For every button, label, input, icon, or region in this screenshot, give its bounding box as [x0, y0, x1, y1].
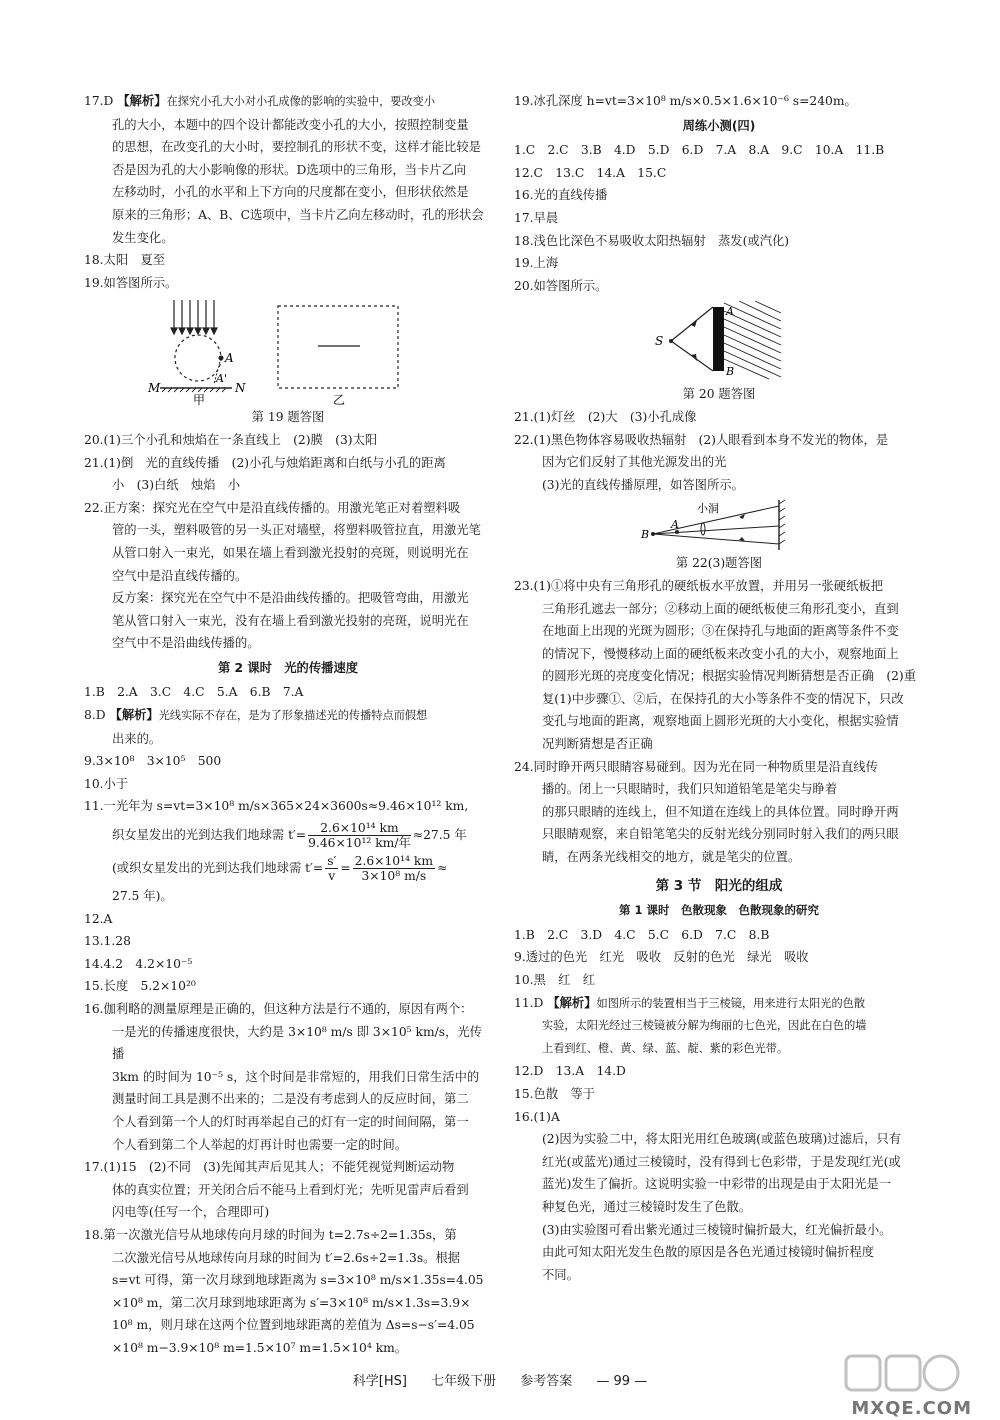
answer-line: 小 (3)白纸 烛焰 小: [112, 478, 241, 493]
answer-line: 10.小于: [84, 776, 129, 791]
ray-lower: [653, 534, 779, 544]
hole: [701, 523, 705, 535]
answer-block-20-22: [84, 429, 492, 655]
answer-line: 孔的大小，本题中的四个设计都能改变小孔的大小，按照控制变量: [112, 117, 469, 132]
answer-line: 1.B 2.C 3.D 4.C 5.C 6.D 7.C 8.B: [514, 927, 770, 942]
answer-line: 一是光的传播速度很快，大约是 3×10⁸ m/s 即 3×10⁵ km/s，光传播: [112, 1024, 482, 1062]
answer-line: 复(1)中步骤①、②后，在保持孔的大小等条件不变的情况下，只改: [542, 691, 904, 706]
answer-line: 否是因为孔的大小影响像的形状。D选项中的三角形，当卡片乙向: [112, 162, 467, 177]
answer-block-21-22: [514, 406, 924, 496]
watermark-text: MXQE.COM: [851, 1398, 972, 1419]
answer-line: 17.早晨: [514, 210, 559, 225]
answer-line: 只眼睛观察，来自铅笔笔尖的反射光线分别同时射入我们的两只眼: [542, 827, 899, 842]
label-b: B: [726, 365, 735, 379]
answer-block-lesson2-1-11: [84, 681, 492, 818]
answer-line: 种复色光，通过三棱镜时发生了色散。: [542, 1199, 752, 1214]
answer-line: 10⁸ m，则月球在这两个位置到地球距离的差值为 Δs=s−s′=4.05: [112, 1318, 475, 1333]
answer-line: 19.冰孔深度 h=vt=3×10⁸ m/s×0.5×1.6×10⁻⁶ s=240m。: [514, 94, 857, 108]
answer-line: 24.同时睁开两只眼睛容易碰到。因为光在同一种物质里是沿直线传: [514, 759, 878, 774]
footer-page-number: — 99 —: [596, 1374, 648, 1389]
answer-line: 9.3×10⁸ 3×10⁵ 500: [84, 754, 222, 769]
dashed-rectangle: [278, 306, 398, 388]
answer-line: 1.C 2.C 3.B 4.D 5.D 6.D 7.A 8.A 9.C 10.A 11.B: [514, 143, 885, 158]
analysis-tag: 【解析】: [117, 94, 167, 108]
answer-block-19: [514, 90, 924, 113]
answer-line: 从管口射入一束光，如果在墙上看到激光投射的亮斑，则说明光在: [112, 545, 469, 560]
answer-line: 17.(1)15 (2)不同 (3)先闻其声后见其人；不能凭视觉判断运动物: [84, 1160, 455, 1175]
label-n: N: [235, 381, 246, 396]
figure-22: [639, 498, 799, 552]
answer-line: 15.长度 5.2×10²⁰: [84, 979, 196, 994]
figure-22-caption: 第 22(3)题答图: [675, 556, 763, 571]
label-jia: 甲: [193, 393, 206, 407]
section-3-heading: 第 3 节 阳光的组成: [655, 877, 783, 894]
answer-block-section3: [514, 924, 924, 1287]
answer-line: 在地面上出现的光斑为圆形；③在保持孔与地面的距离等条件不变: [542, 624, 899, 639]
answer-block-quiz-1-20: [514, 139, 924, 297]
answer-line: 20.(1)三个小孔和烛焰在一条直线上 (2)膜 (3)太阳: [84, 432, 378, 447]
figure-19-caption: 第 19 题答图: [251, 410, 325, 425]
answer-line: (3)光的直线传播原理，如答图所示。: [542, 477, 744, 492]
left-column: [84, 90, 492, 1360]
label-hole: 小洞: [697, 502, 719, 516]
answer-line: 睛，在两条光线相交的地方，就是笔尖的位置。: [542, 850, 801, 865]
label-yi: 乙: [333, 393, 346, 407]
answer-line: ×10⁸ m，第二次月球到地球距离为 s′=3×10⁸ m/s×1.3s=3.9×: [112, 1295, 471, 1310]
q11-end: 27.5 年)。: [112, 889, 173, 904]
answer-line: 20.如答图所示。: [514, 278, 608, 293]
answer-line: 21.(1)灯丝 (2)大 (3)小孔成像: [514, 409, 697, 424]
answer-line: 闪电等(任写一个，合理即可): [112, 1205, 270, 1220]
answer-line: 出来的。: [112, 731, 162, 746]
answer-line: 23.(1)①将中央有三角形孔的硬纸板水平放置，并用另一张硬纸板把: [514, 578, 883, 593]
answer-line: 因为它们反射了其他光源发出的光: [542, 455, 727, 470]
lesson-3-1-heading: 第 1 课时 色散现象 色散现象的研究: [618, 903, 819, 918]
answer-line: 1.B 2.A 3.C 4.C 5.A 6.B 7.A: [84, 685, 304, 700]
answer-line: 21.(1)倒 光的直线传播 (2)小孔与烛焰距离和白纸与小孔的距离: [84, 455, 446, 470]
answer-line: 11.D 【解析】如图所示的装置相当于三棱镜，用来进行太阳光的色散: [514, 995, 866, 1010]
answer-line: 空气中不是沿曲线传播的。: [112, 636, 260, 651]
answer-line: s=vt 可得，第一次月球到地球距离为 s=3×10⁸ m/s×1.35s=4.05: [112, 1273, 484, 1288]
answer-line: (2)因为实验二中，将太阳光用红色玻璃(或蓝色玻璃)过滤后，只有: [542, 1132, 902, 1147]
answer-line: 19.如答图所示。: [84, 275, 178, 290]
q11-formula-1: 织女星发出的光到达我们地球需 t′= $\frac{\text{2.6×10¹⁴ km}}{\text{9.46×10¹² km/年}}$ ≈27.5 年: [112, 821, 467, 851]
weekly-quiz-heading: 周练小测(四): [682, 118, 756, 133]
footer-subject: 科学[HS]: [352, 1374, 407, 1389]
answer-line: 14.4.2 4.2×10⁻⁵: [84, 956, 193, 971]
point-s: [669, 339, 673, 343]
answer-line: 22.正方案：探究光在空气中是沿直线传播的。用激光笔正对着塑料吸: [84, 500, 461, 515]
figure-19: [138, 296, 438, 406]
answer-line: 9.透过的色光 红光 吸收 反射的色光 绿光 吸收: [514, 950, 809, 965]
q11-formula-2: (或织女星发出的光到达我们地球需 t′= $\frac{s'}{v}$ = $\frac{\text{2.6×10¹⁴ km}}{\text{3×10⁸ m/s}}$ ≈: [112, 854, 448, 884]
answer-block-12-18: [84, 908, 492, 1360]
label-b: B: [641, 528, 650, 542]
analysis-tag: 【解析】: [109, 708, 159, 723]
answer-line: 体的真实位置；开关闭合后不能马上看到灯光；先听见雷声后看到: [112, 1182, 469, 1197]
answer-line: 发生变化。: [112, 230, 174, 245]
answer-line: 8.D 【解析】光线实际不存在，是为了形象描述光的传播特点而假想: [84, 708, 428, 723]
answer-line: 19.上海: [514, 256, 559, 271]
opaque-object: [713, 307, 724, 371]
answer-line: 反方案：探究光在空气中不是沿曲线传播的。把吸管弯曲，用激光: [112, 591, 469, 606]
right-column: [514, 90, 924, 1286]
analysis-tag: 【解析】: [547, 995, 597, 1010]
answer-line: 空气中是沿直线传播的。: [112, 568, 248, 583]
answer-line: 变孔与地面的距离，观察地面上圆形光斑的大小变化，根据实验情: [542, 714, 899, 729]
answer-line: 16.(1)A: [514, 1109, 560, 1124]
answer-line: 不同。: [542, 1267, 579, 1282]
answer-line: 上看到红、橙、黄、绿、蓝、靛、紫的彩色光带。: [542, 1041, 789, 1055]
answer-line: 15.色散 等于: [514, 1086, 596, 1101]
answer-line: 二次激光信号从地球传向月球的时间为 t′=2.6s÷2=1.3s。根据: [112, 1250, 461, 1265]
answer-line: 18.浅色比深色不易吸收太阳热辐射 蒸发(或汽化): [514, 233, 790, 248]
answer-line: 况判断猜想是否正确: [542, 737, 653, 752]
answer-line: 22.(1)黑色物体容易吸收热辐射 (2)人眼看到本身不发光的物体，是: [514, 432, 889, 447]
answer-line: 13.1.28: [84, 934, 131, 949]
answer-line: 实验，太阳光经过三棱镜被分解为绚丽的七色光，因此在白色的墙: [542, 1019, 867, 1033]
answer-line: 12.D 13.A 14.D: [514, 1064, 626, 1079]
sunlight-arrows: [171, 300, 217, 334]
answer-line: ×10⁸ m−3.9×10⁸ m=1.5×10⁷ m=1.5×10⁴ km。: [112, 1340, 408, 1355]
answer-line: 17.D 【解析】在探究小孔大小对小孔成像的影响的实验中，要改变小: [84, 94, 436, 108]
answer-line: 红光(或蓝光)通过三棱镜时，没有得到七色彩带，于是发现红光(或: [542, 1154, 901, 1169]
answer-line: 18.第一次激光信号从地球传向月球的时间为 t=2.7s÷2=1.35s，第: [84, 1227, 457, 1242]
ray-to-a: [671, 307, 713, 341]
answer-line: 10.黑 红 红: [514, 973, 596, 987]
answer-line: 11.一光年为 s=vt=3×10⁸ m/s×365×24×3600s≈9.46×10¹² km,: [84, 799, 469, 814]
wall-hatch: [779, 500, 785, 544]
answer-line: 播的。闭上一只眼睛时，我们只知道铅笔是笔尖与睁着: [542, 782, 838, 797]
dashed-circle: [175, 335, 221, 381]
footer-title: 参考答案: [520, 1374, 573, 1389]
answer-line: 16.伽利略的测量原理是正确的，但这种方法是行不通的，原因有两个：: [84, 1002, 473, 1016]
label-m: M: [148, 381, 161, 396]
answer-line: 18.太阳 夏至: [84, 253, 166, 268]
point-b: [651, 532, 655, 536]
answer-line: 蓝光)发生了偏折。这说明实验一中彩带的出现是由于太阳光是一: [542, 1177, 892, 1192]
answer-line: 笔从管口射入一束光，没有在墙上看到激光投射的亮斑，说明光在: [112, 613, 469, 628]
figure-20-caption: 第 20 题答图: [682, 387, 756, 402]
answer-line: 管的一头，塑料吸管的另一头正对墙壁，将塑料吸管拉直，用激光笔: [112, 523, 481, 538]
answer-line: 12.C 13.C 14.A 15.C: [514, 165, 667, 180]
label-s: S: [655, 334, 664, 349]
footer-grade: 七年级下册: [431, 1374, 497, 1389]
answer-line: 测量时间工具是测不出来的；二是没有考虑到人的反应时间，第二: [112, 1092, 469, 1107]
label-a: A: [225, 351, 234, 366]
answer-line: 的情况下，慢慢移动上面的硬纸板来改变小孔的大小，观察地面上: [542, 646, 899, 661]
label-a: A: [671, 518, 679, 532]
answer-line: 个人看到第一个人的灯时再举起自己的灯有一定的时间间隔，第一: [112, 1114, 469, 1129]
lesson-2-heading: 第 2 课时 光的传播速度: [217, 660, 359, 675]
answer-line: 12.A: [84, 911, 113, 926]
answer-line: 3km 的时间为 10⁻⁵ s，这个时间是非常短的，用我们日常生活中的: [112, 1069, 480, 1084]
answer-line: 个人看到第二个人举起的灯再计时也需要一定的时间。: [112, 1137, 408, 1152]
answer-line: (3)由实验图可看出紫光通过三棱镜时偏折最大，红光偏折最小。: [542, 1222, 892, 1237]
watermark-logo: [844, 1350, 964, 1402]
answer-line: 16.光的直线传播: [514, 188, 608, 203]
answer-line: 由此可知太阳光发生色散的原因是各色光通过棱镜时偏折程度: [542, 1245, 875, 1260]
answer-line: 的思想，在改变孔的大小时，要控制孔的形状不变，这样才能比较是: [112, 140, 481, 155]
answer-line: 的圆形光斑的亮度变化情况；根据实验情况判断猜想是否正确 (2)重: [542, 669, 917, 684]
label-a: A: [726, 305, 734, 319]
label-a-prime: A': [216, 372, 227, 386]
answer-line: 左移动时，小孔的水平和上下方向的尺度都在变小，但形状依然是: [112, 185, 469, 200]
answer-block-23-24: [514, 575, 924, 869]
answer-line: 原来的三角形；A、B、C选项中，当卡片乙向左移动时，孔的形状会: [112, 207, 484, 222]
answer-line: 的那只眼睛的连线上，但不知道在连线上的具体位置。同时睁开两: [542, 804, 899, 819]
figure-20: [649, 299, 789, 383]
answer-line: 三角形孔遮去一部分；②移动上面的硬纸板使三角形孔变小，直到: [542, 601, 899, 616]
answer-block-17-19: [84, 90, 492, 294]
